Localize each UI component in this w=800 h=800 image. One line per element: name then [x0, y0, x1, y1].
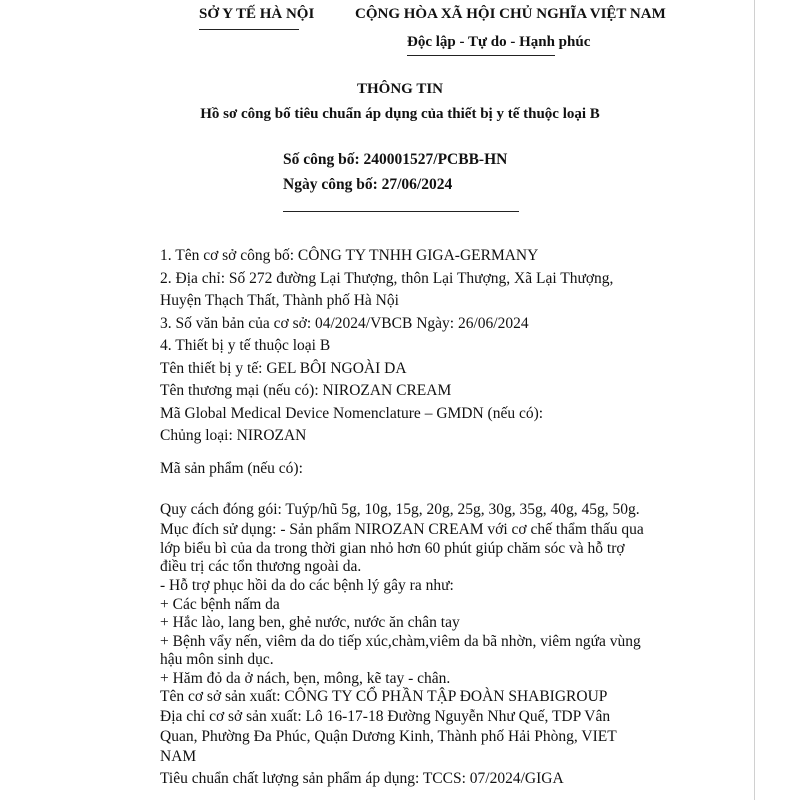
product-code-line: Mã sản phẩm (nếu có): [160, 460, 303, 477]
condition-line-1: + Các bệnh nấm da [160, 596, 280, 613]
condition-line-4: + Hăm đỏ da ở nách, bẹn, mông, kẽ tay - chân. [160, 670, 451, 687]
purpose-line-1: Mục đích sử dụng: - Sản phẩm NIROZAN CREAM với cơ chế thẩm thấu qua [160, 521, 644, 538]
quality-standard-line: Tiêu chuẩn chất lượng sản phẩm áp dụng: TCCS: 07/2024/GIGA [160, 770, 564, 787]
motto-underline [407, 55, 555, 56]
purpose-line-2: lớp biểu bì của da trong thời gian nhỏ hơn 60 phút giúp chăm sóc và hỗ trợ [160, 540, 625, 557]
manufacturer-line: Tên cơ sở sản xuất: CÔNG TY CỔ PHẦN TẬP ĐOÀN SHABIGROUP [160, 688, 608, 705]
document-number-line: 3. Số văn bản của cơ sở: 04/2024/VBCB Ngày: 26/06/2024 [160, 315, 529, 332]
manufacturer-address-line-3: NAM [160, 748, 197, 765]
section-divider [283, 211, 519, 212]
purpose-line-3: điều trị các tổn thương ngoài da. [160, 558, 362, 575]
manufacturer-address-line-1: Địa chỉ cơ sở sản xuất: Lô 16-17-18 Đường Nguyễn Như Quế, TDP Vân [160, 708, 611, 725]
document-subtitle: Hồ sơ công bố tiêu chuẩn áp dụng của thiết bị y tế thuộc loại B [200, 106, 600, 122]
category-line: Chủng loại: NIROZAN [160, 427, 307, 444]
document-title: THÔNG TIN [357, 81, 443, 97]
agency-name: SỞ Y TẾ HÀ NỘI [199, 6, 315, 22]
gmdn-line: Mã Global Medical Device Nomenclature – GMDN (nếu có): [160, 405, 544, 422]
support-intro-line: - Hỗ trợ phục hồi da do các bệnh lý gây ra như: [160, 577, 454, 594]
packaging-line: Quy cách đóng gói: Tuýp/hũ 5g, 10g, 15g, 20g, 25g, 30g, 35g, 40g, 45g, 50g. [160, 501, 640, 518]
publication-number: Số công bố: 240001527/PCBB-HN [283, 151, 508, 168]
condition-line-3-cont: hậu môn sinh dục. [160, 651, 274, 668]
publisher-line: 1. Tên cơ sở công bố: CÔNG TY TNHH GIGA-GERMANY [160, 247, 539, 264]
address-line-2: Huyện Thạch Thất, Thành phố Hà Nội [160, 292, 399, 309]
device-class-line: 4. Thiết bị y tế thuộc loại B [160, 337, 331, 354]
national-motto: Độc lập - Tự do - Hạnh phúc [407, 34, 591, 50]
agency-underline [199, 29, 299, 30]
publication-date: Ngày công bố: 27/06/2024 [283, 176, 453, 193]
country-name: CỘNG HÒA XÃ HỘI CHỦ NGHĨA VIỆT NAM [355, 6, 666, 22]
condition-line-2: + Hắc lào, lang ben, ghẻ nước, nước ăn chân tay [160, 614, 460, 631]
manufacturer-address-line-2: Quan, Phường Đa Phúc, Quận Dương Kinh, Thành phố Hải Phòng, VIET [160, 728, 617, 745]
address-line-1: 2. Địa chỉ: Số 272 đường Lại Thượng, thôn Lại Thượng, Xã Lại Thượng, [160, 270, 614, 287]
device-name-line: Tên thiết bị y tế: GEL BÔI NGOÀI DA [160, 360, 407, 377]
trade-name-line: Tên thương mại (nếu có): NIROZAN CREAM [160, 382, 452, 399]
condition-line-3: + Bệnh vẩy nến, viêm da do tiếp xúc,chàm,viêm da bã nhờn, viêm ngứa vùng [160, 633, 641, 650]
